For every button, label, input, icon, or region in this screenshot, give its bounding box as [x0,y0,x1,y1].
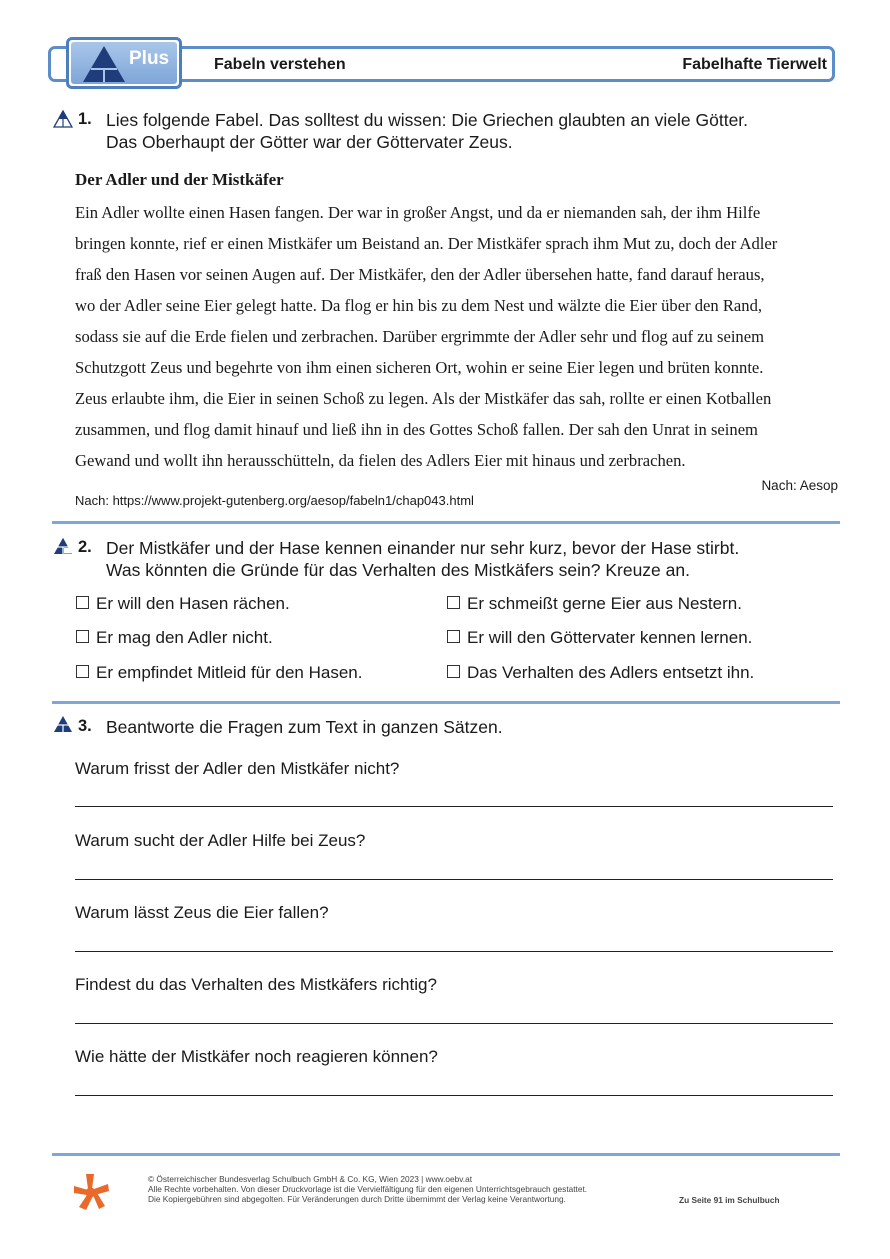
task-3-instructions: Beantworte die Fragen zum Text in ganzen Sätzen. [106,717,503,737]
checkbox-option[interactable]: Er schmeißt gerne Eier aus Nestern. [447,594,742,614]
fable-text [75,197,840,476]
fable-line: Zeus erlaubte ihm, die Eier in seinen Schoß zu legen. Als der Mistkäfer das sah, rollte er einen Kotballen [75,389,772,408]
page-title: Fabeln verstehen [214,56,346,73]
footer-divider [52,1153,840,1156]
difficulty-icon-level-1 [53,110,73,128]
question-1: Warum frisst der Adler den Mistkäfer nicht? [75,759,400,778]
difficulty-icon-level-3 [53,715,73,733]
fable-title: Der Adler und der Mistkäfer [75,170,284,189]
checkbox-option[interactable]: Er mag den Adler nicht. [76,628,273,648]
plus-logo [66,37,182,89]
checkbox[interactable] [76,665,89,678]
section-divider [52,701,840,704]
schoolbook-page-ref: Zu Seite 91 im Schulbuch [679,1195,780,1205]
publisher-logo-icon [72,1172,110,1212]
fable-line: fraß den Hasen vor seinen Augen auf. Der Mistkäfer, den der Adler übersehen hatte, fand darauf heraus, [75,265,765,284]
question-3: Warum lässt Zeus die Eier fallen? [75,903,329,922]
checkbox[interactable] [76,630,89,643]
fable-line: sodass sie auf die Erde fielen und zerbrachen. Darüber ergrimmte der Adler sehr und flog auf zu seinem [75,327,764,346]
checkbox[interactable] [447,665,460,678]
task-2-instructions: Der Mistkäfer und der Hase kennen einander nur sehr kurz, bevor der Hase stirbt. Was könnten die Gründe für das Verhalten des Mistkäfers sein? Kreuze an. [106,538,740,580]
fable-source: Nach: https://www.projekt-gutenberg.org/aesop/fabeln1/chap043.html [75,493,474,508]
task-1-instructions: Lies folgende Fabel. Das solltest du wissen: Die Griechen glaubten an viele Götter. Das Oberhaupt der Götter war der Göttervater Zeus. [106,110,749,152]
task-number: 2. [78,538,92,556]
checkbox-option[interactable]: Er will den Göttervater kennen lernen. [447,628,752,648]
answer-line[interactable] [75,951,833,952]
answer-line[interactable] [75,1095,833,1096]
task-number: 1. [78,110,92,128]
task-number: 3. [78,717,92,735]
fable-line: wo der Adler seine Eier gelegt hatte. Da flog er hin bis zu dem Nest und wälzte die Eier über den Rand, [75,296,763,315]
checkbox[interactable] [76,596,89,609]
fable-line: Gewand und wollt ihn herausschütteln, da fielen des Adlers Eier mit hinaus und zerbrachen. [75,451,686,470]
answer-line[interactable] [75,1023,833,1024]
checkbox[interactable] [447,630,460,643]
fable-line: Schutzgott Zeus und begehrte von ihm einen sicheren Ort, wohin er seine Eier legen und brüten konnte. [75,358,764,377]
plus-logo-text: Plus [129,48,170,69]
question-4: Findest du das Verhalten des Mistkäfers richtig? [75,975,437,994]
checkbox-option[interactable]: Er will den Hasen rächen. [76,594,290,614]
answer-line[interactable] [75,879,833,880]
checkbox-option[interactable]: Er empfindet Mitleid für den Hasen. [76,663,362,683]
fable-line: Ein Adler wollte einen Hasen fangen. Der war in großer Angst, und da er niemanden sah, der ihm Hilfe [75,203,761,222]
checkbox-option[interactable]: Das Verhalten des Adlers entsetzt ihn. [447,663,754,683]
chapter-title: Fabelhafte Tierwelt [682,56,827,73]
checkbox[interactable] [447,596,460,609]
section-divider [52,521,840,524]
fable-line: zusammen, und flog damit hinauf und ließ ihn in des Gottes Schoß fallen. Der sah den Unrat in seinem [75,420,758,439]
difficulty-icon-level-2 [53,537,73,555]
answer-line[interactable] [75,806,833,807]
fable-line: bringen konnte, rief er einen Mistkäfer um Beistand an. Der Mistkäfer sprach ihm Mut zu, doch der Adler [75,234,778,253]
question-2: Warum sucht der Adler Hilfe bei Zeus? [75,831,366,850]
footer-legal: © Österreichischer Bundesverlag Schulbuch GmbH & Co. KG, Wien 2023 | www.oebv.at Alle Rechte vorbehalten. Von dieser Druckvorlage ist die Vervielfältigung für den eigenen Unterrichtsgebrauch gestattet. Die Kopiergebühren sind abgegolten. Für Veränderungen durch Dritte übernimmt der Verlag keine Verantwortung. [148,1174,588,1204]
question-5: Wie hätte der Mistkäfer noch reagieren können? [75,1047,438,1066]
fable-attribution: Nach: Aesop [761,478,838,493]
